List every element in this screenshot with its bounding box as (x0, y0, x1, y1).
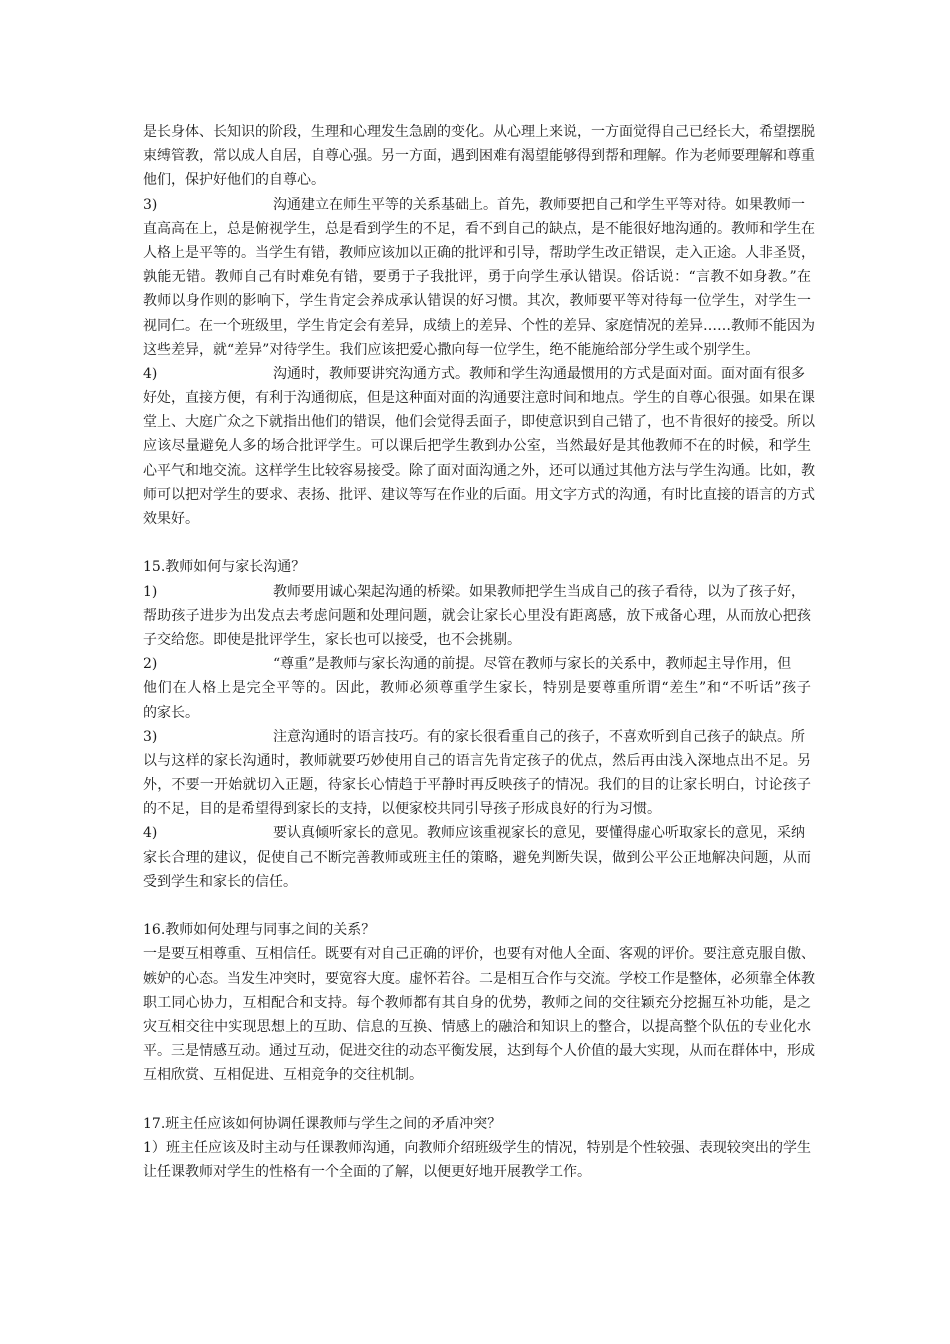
paragraph-line: 这些差异，就“差异”对待学生。我们应该把爱心撒向每一位学生，绝不能施给部分学生或个别学生。 (143, 341, 760, 358)
paragraph-line: 教师以身作则的影响下，学生肯定会养成承认错误的好习惯。其次，教师要平等对待每一位学生，对学生一 (143, 293, 811, 310)
paragraph-line: 以与这样的家长沟通时，教师就要巧妙使用自己的语言先肯定孩子的优点，然后再由浅入深地点出不足。另 (143, 752, 811, 769)
paragraph-line: 堂上、大庭广众之下就指出他们的错误，他们会觉得丢面子，即使意识到自己错了，也不肯很好的接受。所以 (143, 414, 815, 431)
paragraph-line: 帮助孩子进步为出发点去考虑问题和处理问题，就会让家长心里没有距离感，放下戒备心理，从而放心把孩 (143, 607, 811, 624)
paragraph-line: 嫉妒的心态。当发生冲突时，要宽容大度。虚怀若谷。二是相互合作与交流。学校工作是整体，必须靠全体教 (143, 970, 815, 987)
list-item-4 (143, 821, 811, 845)
paragraph-line: 的家长。 (143, 704, 199, 721)
blank-line (143, 894, 811, 918)
question-heading-17: 17.班主任应该如何协调任课教师与学生之间的矛盾冲突？ (143, 1115, 502, 1132)
list-number: 2) (143, 656, 158, 673)
list-number: 3) (143, 196, 158, 213)
list-item-text: 沟通时，教师要讲究沟通方式。教师和学生沟通最惯用的方式是面对面。面对面有很多 (273, 365, 805, 382)
paragraph-line: 让任课教师对学生的性格有一个全面的了解，以便更好地开展教学工作。 (143, 1164, 591, 1181)
list-number: 3) (143, 728, 158, 745)
blank-line (143, 1088, 811, 1112)
list-number: 4) (143, 365, 158, 382)
paragraph-line: 他们在人格上是完全平等的。因此，教师必须尊重学生家长，特别是要尊重所谓“差生”和“不听话”孩子 (143, 680, 811, 697)
list-item-text: 注意沟通时的语言技巧。有的家长很看重自己的孩子，不喜欢听到自己孩子的缺点。所 (273, 728, 805, 745)
paragraph-line: 好处，直接方便，有利于沟通彻底，但是这种面对面的沟通要注意时间和地点。学生的自尊心很强。如果在课 (143, 390, 815, 407)
paragraph-line: 外，不要一开始就切入正题，待家长心情趋于平静时再反映孩子的情况。我们的目的让家长明白，讨论孩子 (143, 777, 811, 794)
list-item-1 (143, 580, 811, 604)
list-number: 1) (143, 583, 158, 600)
paragraph-line: 直高高在上，总是俯视学生，总是看到学生的不足，看不到自己的缺点，是不能很好地沟通的。教师和学生在 (143, 220, 815, 237)
paragraph-line: 职工同心协力，互相配合和支持。每个教师都有其自身的优势，教师之间的交往颖充分挖掘互补功能，是之 (143, 994, 811, 1011)
paragraph-line: 束缚管教，常以成人自居，自尊心强。另一方面，遇到困难有渴望能够得到帮和理解。作为老师要理解和尊重 (143, 148, 815, 165)
list-item-text: 沟通建立在师生平等的关系基础上。首先，教师要把自己和学生平等对待。如果教师一 (273, 196, 805, 213)
paragraph-line: 1）班主任应该及时主动与任课教师沟通，向教师介绍班级学生的情况，特别是个性较强、表现较突出的学生 (143, 1139, 811, 1156)
paragraph-line: 人格上是平等的。当学生有错，教师应该加以正确的批评和引导，帮助学生改正错误，走入正途。人非圣贤， (143, 244, 815, 261)
paragraph-line: 视同仁。在一个班级里，学生肯定会有差异，成绩上的差异、个性的差异、家庭情况的差异……教师不能因为 (143, 317, 815, 334)
paragraph-line: 的不足，目的是希望得到家长的支持，以便家校共同引导孩子形成良好的行为习惯。 (143, 801, 661, 818)
document-page (143, 120, 815, 1184)
paragraph-line: 灾互相交往中实现思想上的互助、信息的互换、情感上的融洽和知识上的整合，以提高整个队伍的专业化水 (143, 1018, 811, 1035)
paragraph-line: 受到学生和家长的信任。 (143, 873, 297, 890)
blank-line (143, 531, 811, 555)
list-number: 4) (143, 825, 158, 842)
question-heading-16: 16.教师如何处理与同事之间的关系？ (143, 922, 376, 939)
paragraph-line: 子交给您。即使是批评学生，家长也可以接受，也不会挑剔。 (143, 631, 521, 648)
paragraph-line: 是长身体、长知识的阶段，生理和心理发生急剧的变化。从心理上来说，一方面觉得自己已经长大，希望摆脱 (143, 124, 815, 140)
paragraph-line: 孰能无错。教师自己有时难免有错，要勇于子我批评，勇于向学生承认错误。俗话说：“言教不如身教。”在 (143, 269, 811, 286)
list-item-2 (143, 652, 811, 676)
list-item-4 (143, 362, 811, 386)
paragraph-line: 一是要互相尊重、互相信任。既要有对自己正确的评价，也要有对他人全面、客观的评价。要注意克服自傲、 (143, 946, 815, 963)
list-item-3 (143, 193, 811, 217)
question-heading-15: 15.教师如何与家长沟通？ (143, 559, 306, 576)
paragraph-line: 效果好。 (143, 511, 199, 527)
list-item-text: “尊重”是教师与家长沟通的前提。尽管在教师与家长的关系中，教师起主导作用，但 (273, 656, 792, 673)
paragraph-line: 应该尽量避免人多的场合批评学生。可以课后把学生教到办公室，当然最好是其他教师不在的时候，和学生 (143, 438, 811, 455)
paragraph-line: 平。三是情感互动。通过互动，促进交往的动态平衡发展，达到每个人价值的最大实现，从而在群体中，形成 (143, 1043, 815, 1060)
paragraph-line: 互相欣赏、互相促进、互相竞争的交往机制。 (143, 1067, 423, 1084)
list-item-text: 教师要用诚心架起沟通的桥梁。如果教师把学生当成自己的孩子看待，以为了孩子好， (273, 583, 805, 600)
paragraph-line: 师可以把对学生的要求、表扬、批评、建议等写在作业的后面。用文字方式的沟通，有时比直接的语言的方式 (143, 486, 815, 503)
list-item-text: 要认真倾听家长的意见。教师应该重视家长的意见，要懂得虚心听取家长的意见，采纳 (273, 825, 805, 842)
list-item-3 (143, 725, 811, 749)
paragraph-line: 心平气和地交流。这样学生比较容易接受。除了面对面沟通之外，还可以通过其他方法与学生沟通。比如，教 (143, 462, 815, 479)
paragraph-line: 家长合理的建议，促使自己不断完善教师或班主任的策略，避免判断失误，做到公平公正地解决问题，从而 (143, 849, 811, 866)
paragraph-line: 他们，保护好他们的自尊心。 (143, 172, 325, 189)
